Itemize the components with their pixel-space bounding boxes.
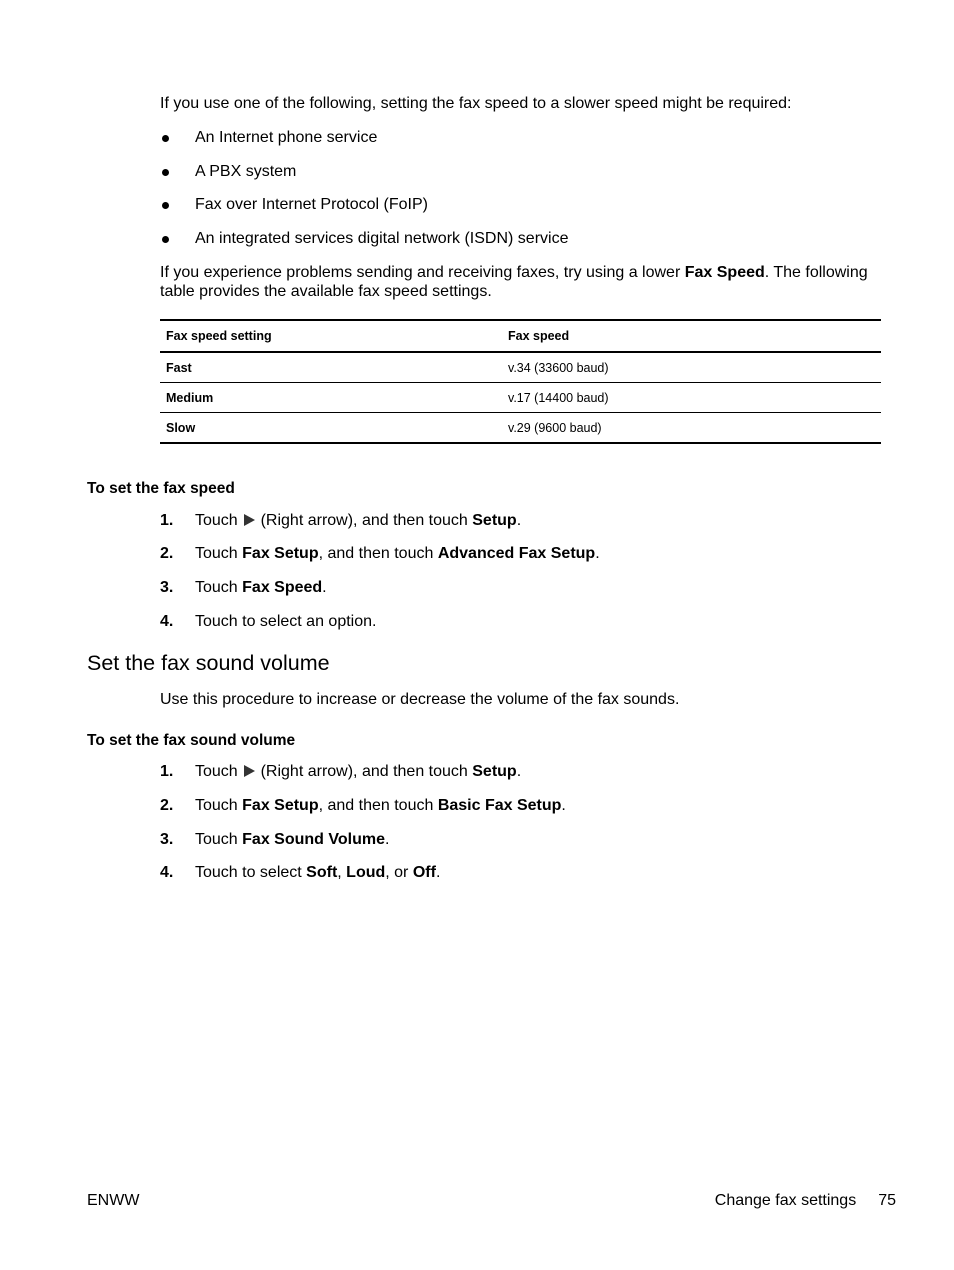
table-cell: v.17 (14400 baud) — [508, 390, 609, 405]
right-arrow-icon — [244, 514, 255, 526]
column-header: Fax speed setting — [166, 329, 272, 343]
column-header: Fax speed — [508, 329, 570, 343]
footer-section: Change fax settings — [714, 1192, 857, 1209]
volume-intro: Use this procedure to increase or decrease the volume of the fax sounds. — [160, 691, 680, 708]
table-cell: v.34 (33600 baud) — [508, 360, 609, 375]
table-cell: Fast — [166, 360, 192, 375]
page-number: 75 — [878, 1192, 896, 1209]
bullet-icon — [162, 169, 169, 176]
table-row — [160, 413, 881, 444]
table-row — [160, 383, 881, 413]
table-row — [160, 352, 881, 383]
intro-paragraph: If you use one of the following, setting the fax speed to a slower speed might be required: — [160, 95, 792, 112]
bullet-icon — [162, 236, 169, 243]
fax-speed-table — [160, 319, 881, 444]
footer-left: ENWW — [87, 1192, 140, 1209]
section-heading: Set the fax sound volume — [87, 651, 330, 675]
right-arrow-icon — [244, 765, 255, 777]
speed-subheading: To set the fax speed — [87, 480, 235, 497]
table-header-row — [160, 320, 881, 352]
table-cell: Slow — [166, 420, 196, 435]
table-cell: v.29 (9600 baud) — [508, 420, 602, 435]
volume-subheading: To set the fax sound volume — [87, 732, 296, 749]
bullet-icon — [162, 135, 169, 142]
bullet-icon — [162, 202, 169, 209]
table-cell: Medium — [166, 390, 214, 405]
